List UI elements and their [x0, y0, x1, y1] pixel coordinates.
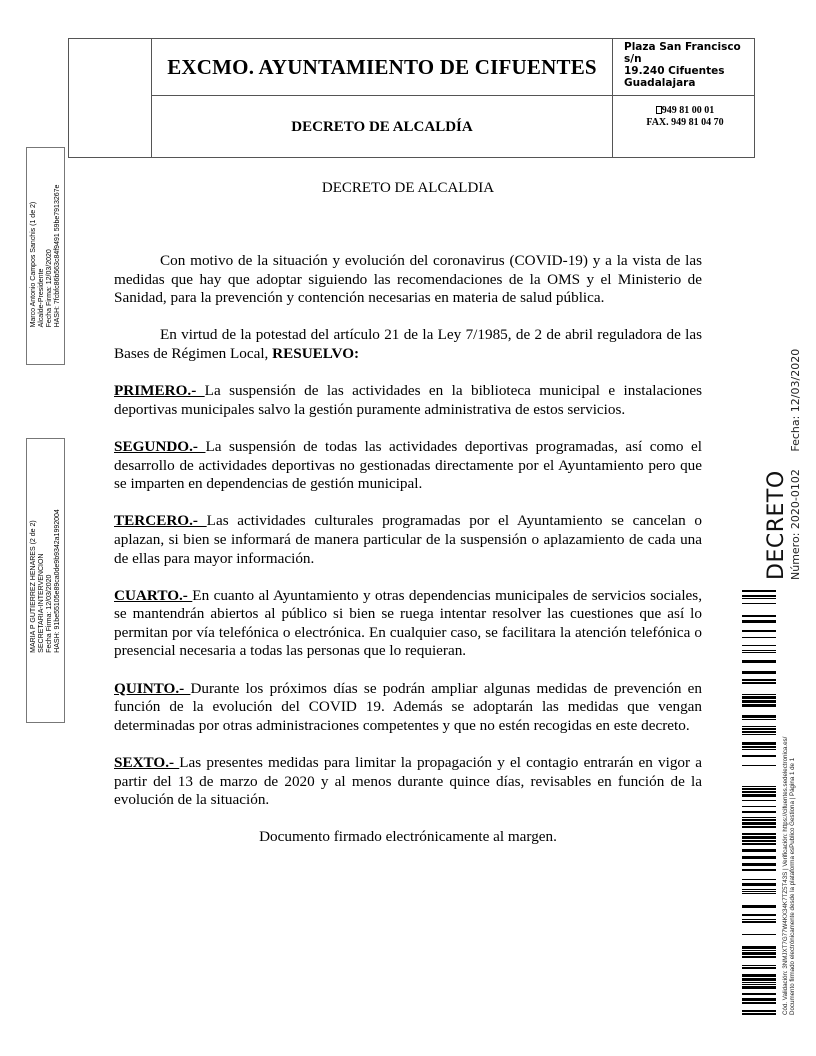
decree-title: DECRETO DE ALCALDIA	[321, 180, 495, 196]
resolve-word: RESUELVO:	[272, 344, 360, 362]
barcode-bar	[742, 615, 776, 617]
item-text: Las presentes medidas para limitar la propagación y el contagio entrarán en vigor a partir del 13 de marzo de 2020 y al menos durante quince días, revisables en función de la evolución de la situación.	[114, 754, 702, 809]
stamp-date: Fecha: 12/03/2020	[789, 348, 802, 452]
phone-number: 949 81 00 01	[661, 105, 715, 116]
barcode-bar	[742, 1013, 776, 1015]
barcode-bar	[742, 950, 776, 951]
item-label: CUARTO.-	[114, 586, 193, 604]
item-text: Las actividades culturales programadas por el Ayuntamiento se cancelan o aplazan, si bien se informará de manera particular de la suspensión o aplazamiento de cada una de ellas para mayor información.	[114, 512, 702, 567]
address-line: 19.240 Cifuentes	[624, 65, 725, 77]
barcode-bar	[742, 679, 776, 681]
address-line: s/n	[624, 53, 642, 65]
signer-name: Marco Antonio Campos Sanchis (1 de 2)	[29, 201, 37, 328]
barcode-bar	[742, 946, 776, 949]
barcode-bar	[742, 696, 776, 699]
item-label: TERCERO.-	[114, 512, 207, 530]
barcode-bar	[742, 806, 776, 807]
barcode-bar	[742, 719, 776, 720]
barcode-bar	[742, 883, 776, 886]
barcode-bar	[742, 934, 776, 935]
barcode-bar	[742, 863, 776, 866]
barcode-bar	[742, 603, 776, 604]
barcode-bar	[742, 856, 776, 859]
barcode-bar	[742, 967, 776, 969]
barcode-bar	[742, 921, 776, 923]
barcode-bar	[742, 822, 776, 825]
resolution-item	[114, 382, 702, 419]
contact-numbers	[614, 105, 756, 129]
barcode-bar	[742, 833, 776, 835]
resolution-item	[114, 438, 702, 494]
closing-note: Documento firmado electrónicamente al margen.	[259, 828, 557, 846]
barcode-bar	[742, 914, 776, 916]
barcode-bar	[742, 993, 776, 995]
signature-hash: HASH: 91be55105e89ca0de9b9342a1992004	[53, 508, 61, 653]
barcode-bar	[742, 965, 776, 966]
barcode-bar	[742, 595, 776, 597]
barcode-bar	[742, 788, 776, 790]
barcode-bar	[742, 791, 776, 793]
address-line: Guadalajara	[624, 77, 696, 89]
stamp-word: DECRETO	[764, 470, 789, 580]
barcode-bar	[742, 893, 776, 894]
resolve-paragraph	[114, 326, 702, 363]
barcode-bar	[742, 620, 776, 623]
barcode-bar	[742, 905, 776, 908]
barcode-bar	[742, 843, 776, 845]
signature-box-2	[26, 438, 65, 723]
barcode-bar	[742, 715, 776, 718]
barcode-bar	[742, 1010, 776, 1012]
barcode-bar	[742, 982, 776, 983]
barcode-bar	[742, 840, 776, 842]
barcode-bar	[742, 731, 776, 733]
barcode-bar	[742, 742, 776, 745]
barcode-bar	[742, 755, 776, 757]
barcode-bar	[742, 986, 776, 989]
item-text: La suspensión de las actividades en la biblioteca municipal e instalaciones deportivas municipales salvo la gestión puramente administrativa de estos servicios.	[114, 382, 703, 418]
institution-address	[624, 41, 754, 89]
barcode-bar	[742, 637, 776, 638]
barcode	[742, 590, 776, 1015]
item-label: QUINTO.-	[114, 679, 191, 697]
signature-date: Fecha Firma: 12/03/2020	[45, 249, 53, 328]
barcode-bar	[742, 749, 776, 750]
barcode-bar	[742, 700, 776, 703]
barcode-bar	[742, 956, 776, 958]
barcode-bar	[742, 869, 776, 871]
barcode-bar	[742, 786, 776, 787]
barcode-bar	[742, 671, 776, 674]
intro-paragraph: Con motivo de la situación y evolución del coronavirus (COVID-19) y a la vista de las medidas que hay que adoptar siguiendo las recomendaciones de la OMS y el Ministerio de Sanidad, para la prevención y contención necesarias en materia de salud pública.	[114, 252, 702, 307]
verification-line: Cód. Validación: 3NMJXT7G77W4KX34K7TZ5T43S | Verificación: https://cifuentes.sedelectronica.es/	[782, 736, 789, 1015]
barcode-bar	[742, 978, 776, 981]
signature-hash: HASH: 7fcbfc86b563c84f9491 59be7913267e	[53, 184, 61, 328]
barcode-bar	[742, 645, 776, 646]
signer-name: MARIA P GUTIERREZ HENARES (2 de 2)	[29, 519, 37, 653]
barcode-bar	[742, 998, 776, 1001]
barcode-bar	[742, 704, 776, 707]
barcode-bar	[742, 1002, 776, 1004]
resolution-item	[114, 680, 702, 736]
barcode-bar	[742, 652, 776, 653]
decree-body	[114, 252, 702, 866]
signature-text	[30, 509, 62, 653]
signature-box-1	[26, 147, 65, 365]
stamp-number: Número: 2020-0102	[789, 469, 802, 580]
item-label: SEXTO.-	[114, 754, 180, 772]
barcode-bar	[742, 682, 776, 684]
barcode-bar	[742, 598, 776, 599]
barcode-bar	[742, 630, 776, 632]
barcode-bar	[742, 794, 776, 797]
item-label: PRIMERO.-	[114, 382, 205, 400]
verification-line: Documento firmado electrónicamente desde la plataforma esPublico Gestiona | Página 1 de 1	[789, 757, 796, 1015]
item-text: Durante los próximos días se podrán ampliar algunas medidas de prevención en función de la evolución del COVID 19. Además se adoptarán las medidas que vengan determinadas por otras administraciones competentes y que no estén recogidas en este decreto.	[114, 679, 702, 734]
resolution-item	[114, 754, 702, 810]
barcode-bar	[742, 889, 776, 890]
barcode-bar	[742, 660, 776, 663]
barcode-bar	[742, 734, 776, 735]
document-type: DECRETO DE ALCALDÍA	[291, 118, 473, 135]
barcode-bar	[742, 811, 776, 813]
barcode-bar	[742, 817, 776, 818]
header-divider	[612, 39, 613, 157]
barcode-bar	[742, 819, 776, 821]
barcode-bar	[742, 826, 776, 828]
fax-number: FAX. 949 81 04 70	[646, 117, 724, 128]
barcode-bar	[742, 650, 776, 651]
barcode-bar	[742, 726, 776, 727]
item-text: En cuanto al Ayuntamiento y otras dependencias municipales de servicios sociales, se mantendrán abiertos al público si bien se ruega intentar resolver las cuestiones que así lo permitan por vía telefónica o electrónica. En cualquier caso, se facilitara la atención telefónica o presencial necesaria a todas las personas que lo requieran.	[114, 586, 702, 660]
barcode-bar	[742, 849, 776, 852]
barcode-bar	[742, 765, 776, 766]
signature-text	[30, 185, 62, 328]
barcode-bar	[742, 974, 776, 977]
barcode-bar	[742, 746, 776, 748]
signature-date: Fecha Firma: 12/03/2020	[45, 574, 53, 653]
barcode-bar	[742, 800, 776, 801]
item-label: SEGUNDO.-	[114, 437, 206, 455]
resolution-item	[114, 587, 702, 661]
barcode-bar	[742, 984, 776, 985]
document-header	[68, 38, 755, 158]
barcode-bar	[742, 836, 776, 839]
signer-role: SECRETARIA-INTERVENCION	[37, 553, 45, 653]
barcode-bar	[742, 694, 776, 695]
barcode-bar	[742, 590, 776, 592]
barcode-bar	[742, 879, 776, 880]
item-text: La suspensión de todas las actividades deportivas programadas, así como el desarrollo de actividades deportivas no gestionadas directamente por el Ayuntamiento pero que se imparten en dependencias de gestión municipal.	[114, 437, 702, 493]
resolution-item	[114, 512, 702, 568]
barcode-bar	[742, 952, 776, 955]
institution-name: EXCMO. AYUNTAMIENTO DE CIFUENTES	[167, 54, 597, 79]
resolve-text: En virtud de la potestad del artículo 21 de la Ley 7/1985, de 2 de abril reguladora de las Bases de Régimen Local,	[114, 326, 702, 362]
address-line: Plaza San Francisco	[624, 41, 741, 53]
signer-role: Alcalde-Presidente	[37, 268, 45, 328]
barcode-bar	[742, 919, 776, 920]
barcode-bar	[742, 891, 776, 892]
barcode-bar	[742, 728, 776, 730]
